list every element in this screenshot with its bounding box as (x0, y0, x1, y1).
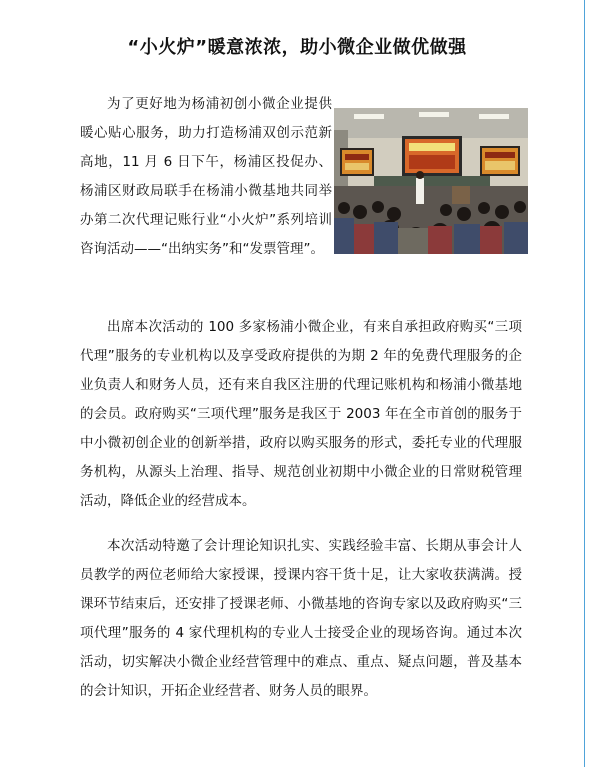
page-edge-rule (584, 0, 585, 767)
paragraph-intro: 为了更好地为杨浦初创小微企业提供暖心贴心服务，助力打造杨浦双创示范新高地，11 月 6 日下午，杨浦区投促办、杨浦区财政局联手在杨浦小微基地共同举办第二次代理记账行业“小火炉”系列培训咨询活动——“出纳实务”和“发票管理”。 (80, 96, 332, 257)
article-title: “小火炉”暖意浓浓，助小微企业做优做强 (127, 37, 467, 58)
event-photo (334, 108, 528, 254)
paragraph-training: 本次活动特邀了会计理论知识扎实、实践经验丰富、长期从事会计人员教学的两位老师给大家授课，授课内容干货十足，让大家收获满满。授课环节结束后，还安排了授课老师、小微基地的咨询专家以及政府购买“三项代理”服务的 4 家代理机构的专业人士接受企业的现场咨询。通过本次活动，切实解决小微企业经营管理中的难点、重点、疑点问题，普及基本的会计知识，开拓企业经营者、财务人员的眼界。 (80, 538, 522, 699)
paragraph-attendees: 出席本次活动的 100 多家杨浦小微企业，有来自承担政府购买“三项代理”服务的专业机构以及享受政府提供的为期 2 年的免费代理服务的企业负责人和财务人员，还有来自我区注册的代理记账机构和杨浦小微基地的会员。政府购买“三项代理”服务是我区于 2003 年在全市首创的服务于中小微初创企业的创新举措，政府以购买服务的形式，委托专业的代理服务机构，从源头上治理、指导、规范创业初期中小微企业的日常财税管理活动，降低企业的经营成本。 (80, 319, 522, 509)
